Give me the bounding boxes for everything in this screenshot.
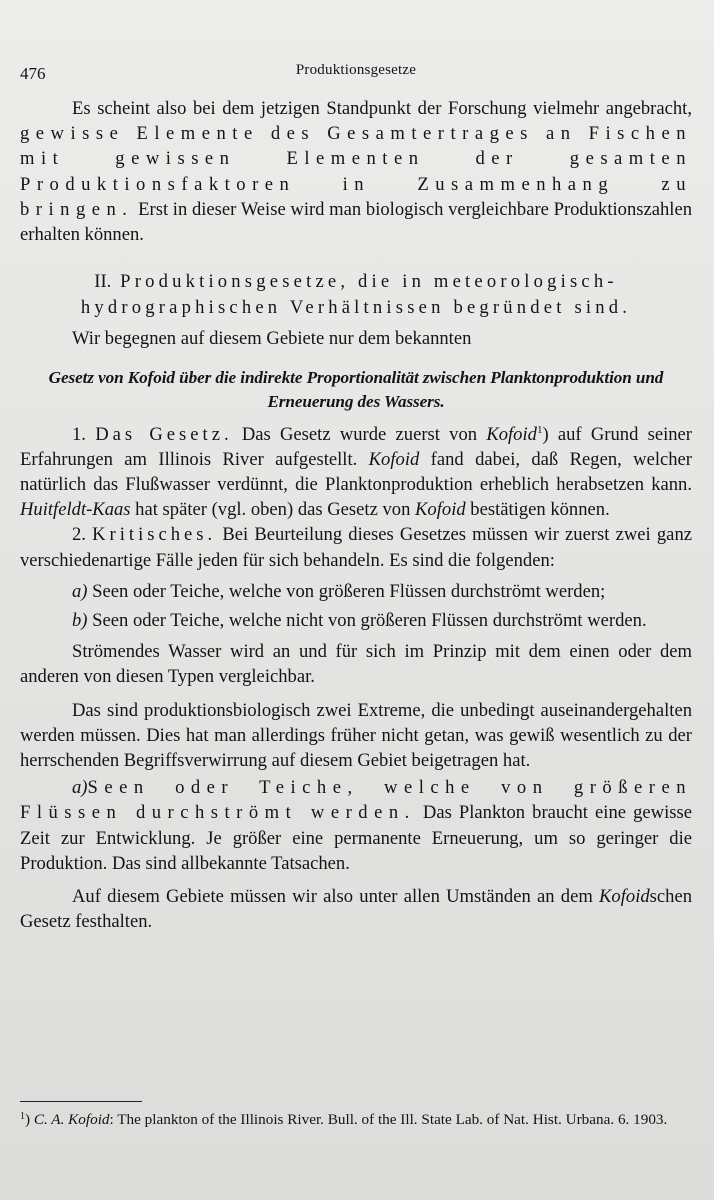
author-name: Kofoid <box>599 886 650 908</box>
text-run: Es scheint also bei dem jetzigen Standpunkt der Forschung vielmehr angebracht, <box>72 98 692 119</box>
list-label: a) <box>72 580 88 602</box>
author-name: Kofoid <box>486 423 537 445</box>
text-run: Bei Beurteilung dieses Gesetzes müssen wir zuerst zwei ganz verschiedenartige Fälle jeden für sich behandeln. Es sind die folgenden: <box>20 524 692 571</box>
paragraph-water: Strömendes Wasser wird an und für sich im Prinzip mit dem einen oder dem anderen von diesen Typen vergleichbar. <box>20 641 692 688</box>
text-run: schen Gesetz festhalten. <box>20 886 692 933</box>
paragraph-extremes: Das sind produktionsbiologisch zwei Extreme, die unbedingt auseinandergehalten werden müssen. Dies hat man allerdings früher nicht getan, was gewiß wesentlich zu der herrschenden Begriffsverwirrung auf diesem Gebiet beigetragen hat. <box>20 699 692 772</box>
text-run: fand dabei, daß Regen, welcher natürlich das Flußwasser verdünnt, die Planktonproduktion erheblich herabsetzen kann. <box>20 448 692 496</box>
footnote: $^1$) C. A. Kofoid: The plankton of the Illinois River. Bull. of the Ill. State Lab. of Nat. Hist. Urbana. 6. 1903. <box>20 1111 668 1128</box>
text-run: Das Gesetz wurde zuerst von <box>232 423 487 445</box>
page-number: 476 <box>20 64 46 83</box>
paragraph-law <box>20 422 692 523</box>
author-name: Huitfeldt-Kaas <box>20 499 131 521</box>
text-run: Seen oder Teiche, welche nicht von größeren Flüssen durchströmt werden. <box>87 610 647 632</box>
list-item-b <box>20 608 692 633</box>
text-run: Seen oder Teiche, welche von größeren Flüssen durchströmt werden; <box>87 580 606 602</box>
item-number: 1. <box>72 423 86 445</box>
paragraph-intro <box>20 96 692 247</box>
text-run: Das Plankton braucht eine gewisse Zeit zur Entwicklung. Je größer eine permanente Erneuerung, um so geringer die Produktion. Das sind allbekannte Tatsachen. <box>20 802 692 874</box>
section-heading <box>20 269 692 320</box>
text-run: hat später (vgl. oben) das Gesetz von <box>130 499 416 521</box>
paragraph-case-a <box>20 775 692 876</box>
paragraph-conclusion <box>20 884 692 934</box>
footnote-mark: 1 <box>20 1111 25 1122</box>
law-title: Gesetz von Kofoid über die indirekte Proportionalität zwischen Planktonproduktion und Erneuerung des Wassers. <box>48 367 664 411</box>
spacer <box>20 247 692 269</box>
author-name: Kofoid <box>368 448 420 470</box>
author-name: Kofoid <box>415 499 466 521</box>
spaced-emphasis: Das Gesetz. <box>95 423 233 445</box>
item-number: 2. <box>72 524 86 546</box>
text-run: ) auf Grund seiner Erfahrungen am Illinois River aufgestellt. <box>20 423 692 470</box>
spaced-emphasis: Seen oder Teiche, welche von größeren Flüssen durchströmt werden. <box>20 777 692 824</box>
section-number: II. <box>94 271 112 293</box>
list-item-a <box>20 579 692 604</box>
footnote-ref: 1 <box>536 423 543 436</box>
footnote-text: : The plankton of the Illinois River. Bull. of the Ill. State Lab. of Nat. Hist. Urbana. 6. 1903. <box>109 1111 668 1128</box>
text-run: Erst in dieser Weise wird man biologisch vergleichbare Produktionszahlen erhalten können. <box>20 198 692 246</box>
paragraph-critique <box>20 522 692 572</box>
running-title: Produktionsgesetze <box>295 62 417 78</box>
text-run: bestätigen können. <box>465 499 610 521</box>
spaced-emphasis: Kritisches. <box>92 524 217 546</box>
list-label: a) <box>72 777 88 799</box>
running-head <box>20 60 692 84</box>
section-title: Produktionsgesetze, die in meteorologisch-hydrographischen Verhältnissen begründet sind. <box>80 271 632 318</box>
list-label: b) <box>72 610 88 632</box>
body-text <box>20 96 692 934</box>
text-run: Auf diesem Gebiete müssen wir also unter allen Umständen an dem <box>72 886 600 908</box>
paragraph-lead: Wir begegnen auf diesem Gebiete nur dem bekannten <box>72 328 472 350</box>
footnote-rule <box>20 1101 142 1102</box>
spaced-emphasis: gewisse Elemente des Gesamtertrages an Fischen mit gewissen Elementen der gesamten Produktionsfaktoren in Zusammenhang zu bringen. <box>20 123 692 220</box>
spacer <box>20 352 692 366</box>
footnote-author: C. A. Kofoid <box>33 1111 110 1128</box>
spacer <box>20 414 692 422</box>
